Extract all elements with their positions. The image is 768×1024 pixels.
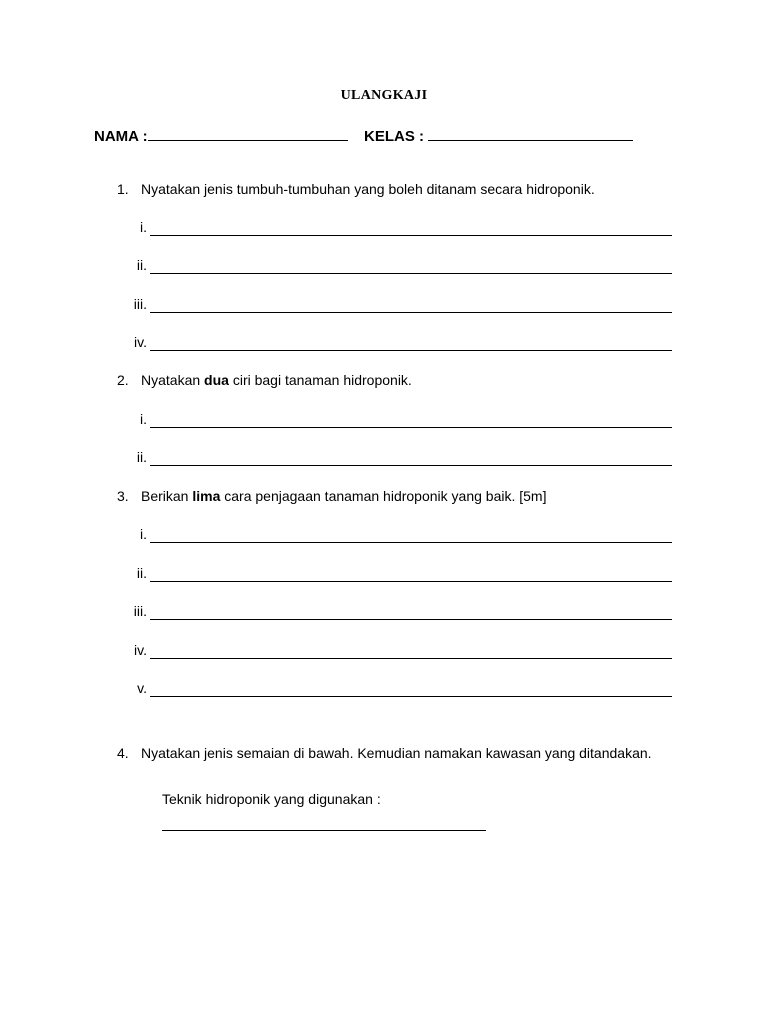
question-text-start: Berikan <box>141 488 193 504</box>
answer-label: ii. <box>136 257 147 273</box>
question-text-end: cara penjagaan tanaman hidroponik yang baik. [5m] <box>220 488 547 504</box>
class-field <box>364 126 633 145</box>
answer-row <box>0 680 768 700</box>
answer-label: iii. <box>133 603 147 619</box>
hydroponic-technique-prompt: Teknik hidroponik yang digunakan : <box>162 791 381 807</box>
question-3 <box>117 488 546 504</box>
question-text-end: ciri bagi tanaman hidroponik. <box>228 372 412 388</box>
answer-line[interactable] <box>150 581 672 582</box>
name-blank[interactable] <box>148 126 348 141</box>
class-label: KELAS : <box>364 128 424 145</box>
question-text-start: Nyatakan <box>141 372 205 388</box>
class-blank[interactable] <box>428 126 633 141</box>
question-number: 1. <box>117 181 129 197</box>
answer-label: ii. <box>136 565 147 581</box>
answer-line[interactable] <box>150 465 672 466</box>
answer-row <box>0 642 768 662</box>
answer-row <box>0 257 768 277</box>
answer-line[interactable] <box>150 312 672 313</box>
answer-label: v. <box>137 680 147 696</box>
hydroponic-technique-answer-line[interactable] <box>162 830 486 831</box>
name-label: NAMA : <box>94 128 148 145</box>
worksheet-title: ULANGKAJI <box>340 88 428 103</box>
answer-line[interactable] <box>150 235 672 236</box>
question-1 <box>117 181 595 197</box>
answer-row <box>0 603 768 623</box>
answer-label: ii. <box>136 449 147 465</box>
answer-line[interactable] <box>150 696 672 697</box>
answer-row <box>0 296 768 316</box>
question-4 <box>117 745 652 761</box>
answer-line[interactable] <box>150 658 672 659</box>
question-text: Nyatakan jenis semaian di bawah. Kemudian namakan kawasan yang ditandakan. <box>141 745 652 761</box>
answer-row <box>0 526 768 546</box>
answer-line[interactable] <box>150 350 672 351</box>
answer-label: iv. <box>134 642 147 658</box>
answer-label: i. <box>140 411 147 427</box>
answer-row <box>0 565 768 585</box>
question-2 <box>117 372 412 388</box>
question-keyword: lima <box>192 488 221 504</box>
name-field <box>94 126 348 145</box>
answer-label: iv. <box>134 334 147 350</box>
question-keyword: dua <box>204 372 229 388</box>
answer-line[interactable] <box>150 427 672 428</box>
answer-row <box>0 411 768 431</box>
answer-label: i. <box>140 526 147 542</box>
answer-line[interactable] <box>150 542 672 543</box>
answer-line[interactable] <box>150 619 672 620</box>
answer-label: iii. <box>133 296 147 312</box>
question-text: Nyatakan jenis tumbuh-tumbuhan yang boleh ditanam secara hidroponik. <box>141 181 595 197</box>
answer-label: i. <box>140 219 147 235</box>
question-number: 3. <box>117 488 129 504</box>
answer-line[interactable] <box>150 273 672 274</box>
answer-row <box>0 334 768 354</box>
answer-row <box>0 219 768 239</box>
answer-row <box>0 449 768 469</box>
question-number: 4. <box>117 745 129 761</box>
question-number: 2. <box>117 372 129 388</box>
